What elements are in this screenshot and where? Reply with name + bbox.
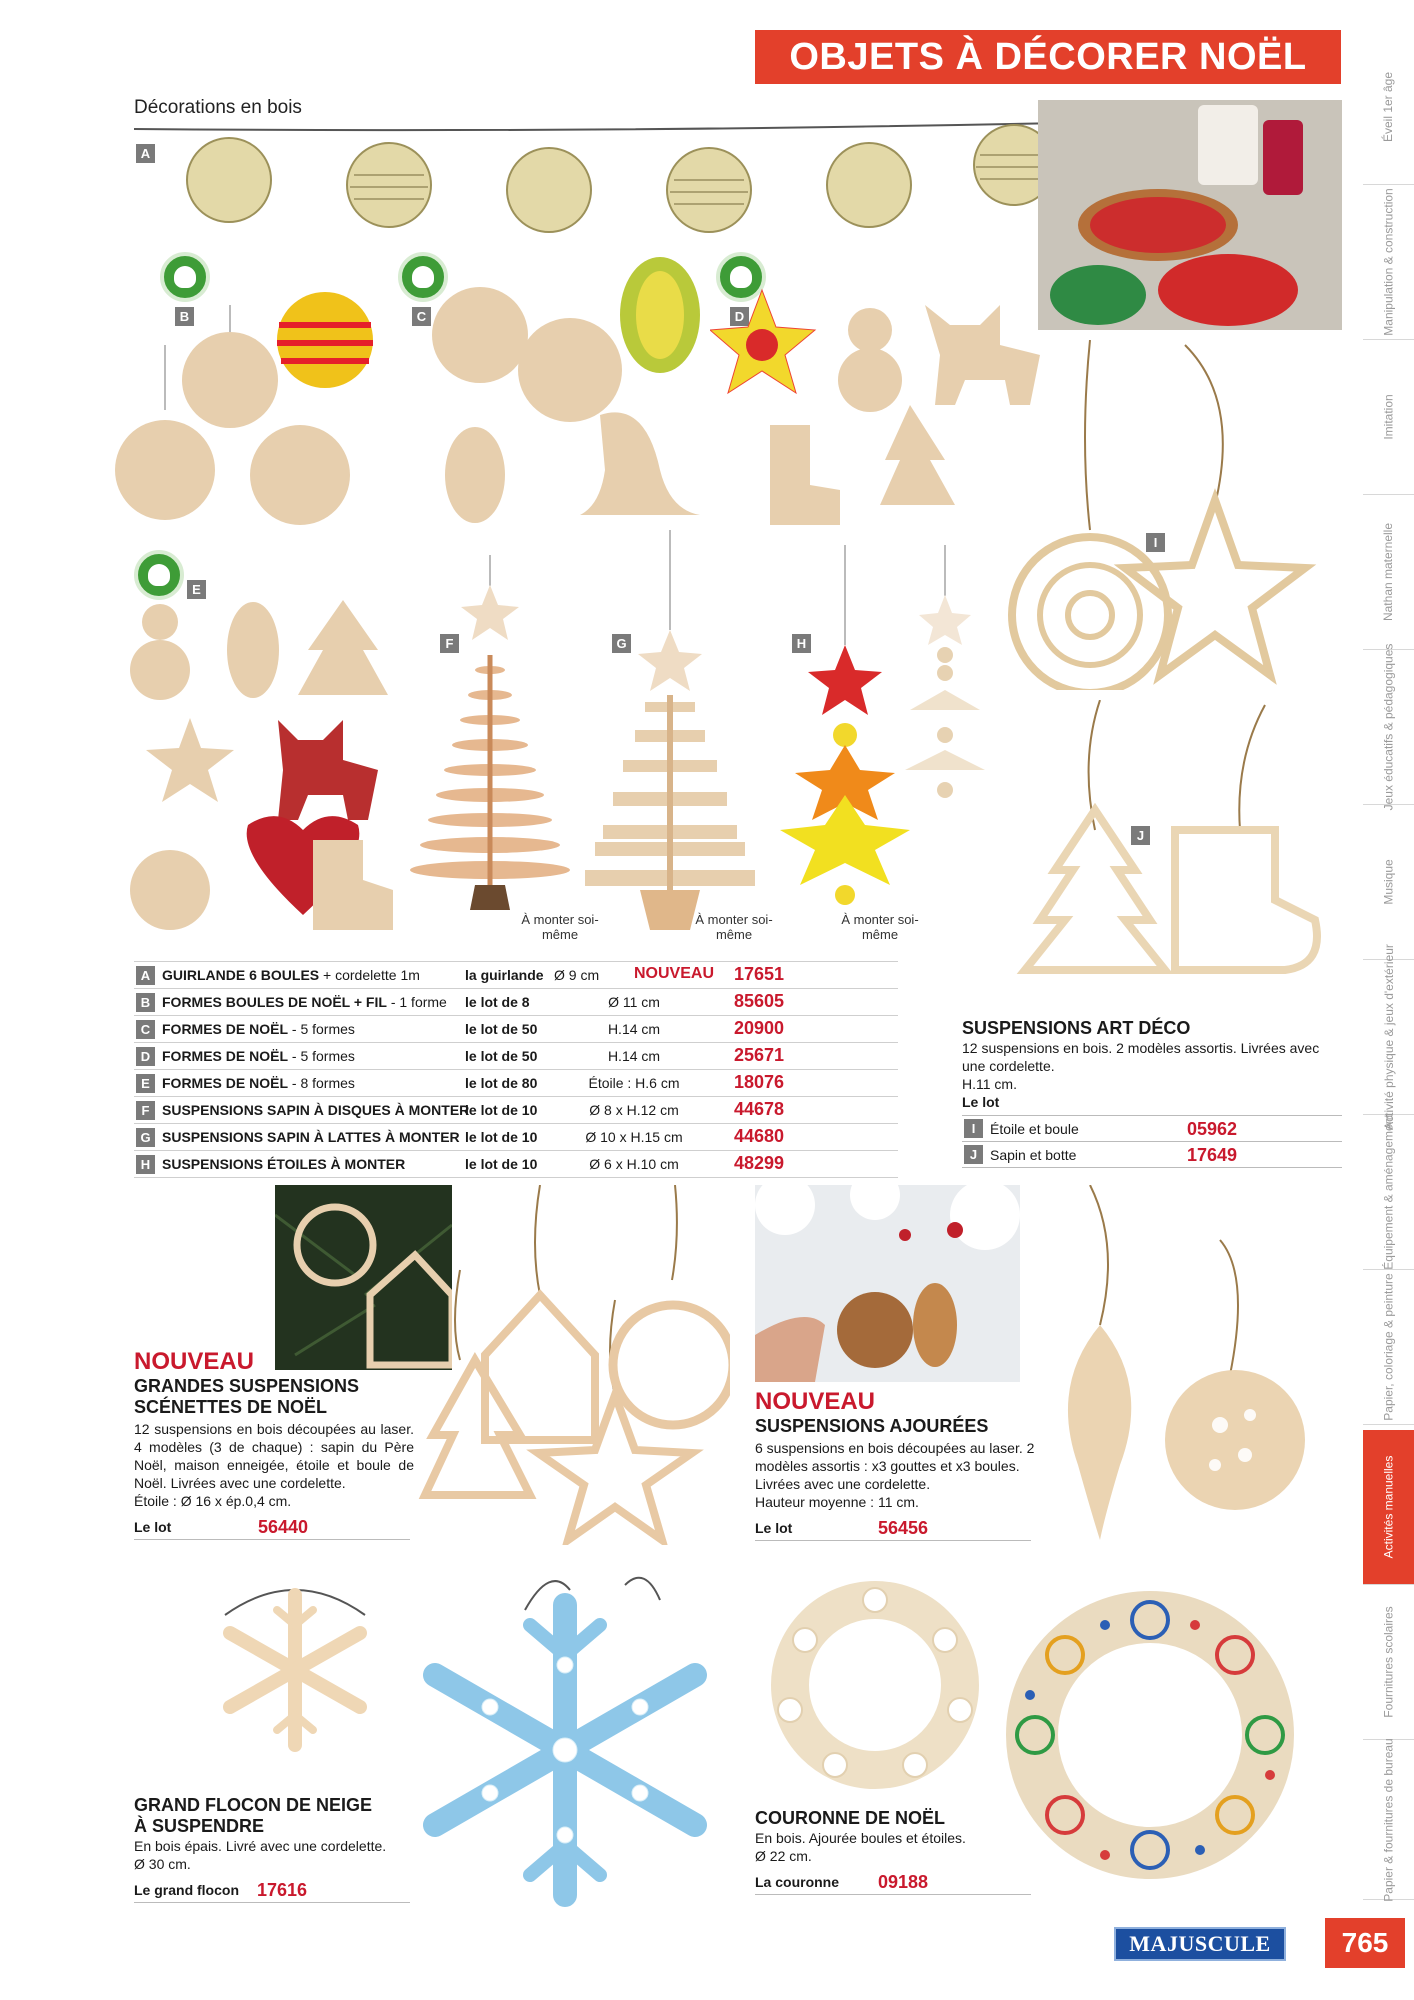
tab-equipement[interactable] (1363, 1115, 1414, 1270)
product-dimension: Étoile : H.6 cm (588, 1075, 680, 1091)
product-dimension: H.14 cm (607, 1021, 661, 1037)
flocon-block (134, 1795, 404, 1903)
couronne-lot (755, 1869, 1031, 1895)
list-item (962, 1142, 1342, 1168)
section-title: Décorations en bois (134, 97, 302, 118)
formes-noel-d-image (710, 285, 1050, 545)
tab-label: Activités manuelles (1381, 1455, 1396, 1559)
table-row (134, 1097, 898, 1124)
scenettes-size: Étoile : Ø 16 x ép.0,4 cm. (134, 1493, 292, 1509)
product-ref: 20900 (734, 1018, 785, 1038)
lot-label: La couronne (755, 1874, 840, 1890)
ajourees-size: Hauteur moyenne : 11 cm. (755, 1494, 919, 1510)
product-ref: 17616 (257, 1880, 308, 1900)
tab-label: Papier, coloriage & peinture (1381, 1273, 1396, 1421)
product-ref: 17651 (734, 964, 785, 984)
tab-label: Nathan maternelle (1381, 522, 1396, 622)
lot-label: Le lot (755, 1520, 793, 1536)
list-item (962, 1116, 1342, 1142)
product-unit: le lot de 10 (465, 1156, 538, 1172)
flocon-lot (134, 1877, 410, 1903)
tab-label: Papier & fournitures de bureau (1381, 1737, 1396, 1902)
page-title: OBJETS À DÉCORER NOËL (755, 30, 1341, 84)
row-letter: B (136, 993, 155, 1012)
couronne-block (755, 1808, 1035, 1895)
option-label: Sapin et botte (990, 1147, 1077, 1163)
product-dimension: Ø 10 x H.15 cm (585, 1129, 683, 1145)
tab-label: Imitation (1381, 394, 1396, 440)
couronne-bois-image (755, 1570, 995, 1800)
tab-activites-manuelles[interactable] (1363, 1430, 1414, 1585)
tab-label: Fournitures scolaires (1381, 1606, 1396, 1718)
nouveau-badge: NOUVEAU (755, 1388, 876, 1415)
product-unit: le lot de 80 (465, 1075, 538, 1091)
label-e: E (187, 580, 206, 599)
couronne-size: Ø 22 cm. (755, 1848, 812, 1864)
product-dimension: Ø 9 cm (554, 967, 600, 983)
label-h: H (792, 634, 811, 653)
label-f: F (440, 634, 459, 653)
tab-imitation[interactable] (1363, 340, 1414, 495)
scenettes-title: SCÉNETTES DE NOËL (134, 1397, 328, 1417)
couronne-title: COURONNE DE NOËL (755, 1808, 946, 1828)
scenettes-lot (134, 1514, 410, 1540)
art-deco-title: SUSPENSIONS ART DÉCO (962, 1018, 1191, 1038)
ajourees-block (755, 1388, 1035, 1541)
product-name: FORMES DE NOËL - 5 formes (162, 1048, 355, 1064)
scenettes-image (410, 1185, 730, 1545)
tab-activite-physique[interactable] (1363, 944, 1414, 1130)
option-ref: 17649 (1187, 1145, 1238, 1165)
flocon-title: GRAND FLOCON DE NEIGE (134, 1795, 373, 1815)
product-name: SUSPENSIONS SAPIN À LATTES À MONTER (162, 1129, 460, 1145)
nouveau-badge: NOUVEAU (134, 1348, 255, 1375)
label-g: G (612, 634, 631, 653)
tab-label: Jeux éducatifs & pédagogiques (1381, 643, 1396, 811)
couronne-desc: En bois. Ajourée boules et étoiles. (755, 1830, 966, 1846)
flocon-bois-image (195, 1565, 395, 1755)
monter-note-h: À monter soi-même (841, 912, 919, 942)
art-deco-block (962, 1018, 1342, 1168)
table-row (134, 1016, 898, 1043)
scenettes-title: GRANDES SUSPENSIONS (134, 1376, 360, 1396)
product-unit: la guirlande (465, 967, 544, 983)
art-deco-lot: Le lot (962, 1094, 1000, 1110)
product-name: GUIRLANDE 6 BOULES + cordelette 1m (162, 967, 420, 983)
ajourees-photo (755, 1185, 1020, 1382)
option-letter: I (964, 1119, 983, 1138)
tab-label: Activité physique & jeux d'extérieur (1381, 944, 1396, 1130)
table-row (134, 1124, 898, 1151)
art-deco-size: H.11 cm. (962, 1076, 1017, 1092)
tab-musique[interactable] (1363, 805, 1414, 960)
option-letter: J (964, 1145, 983, 1164)
row-letter: A (136, 966, 155, 985)
product-unit: le lot de 50 (465, 1021, 538, 1037)
ajourees-desc: 6 suspensions en bois découpées au laser. 2 modèles assortis : x3 gouttes et x3 boules. Livrées avec une cordelette. (755, 1440, 1035, 1492)
label-b: B (175, 307, 194, 326)
nouveau-badge: NOUVEAU (634, 965, 715, 982)
formes-noel-e-image (128, 600, 403, 940)
product-dimension: Ø 6 x H.10 cm (589, 1156, 679, 1172)
product-ref: 25671 (734, 1045, 785, 1065)
product-ref: 44678 (734, 1099, 785, 1119)
tab-jeux-educatifs[interactable] (1363, 643, 1414, 811)
product-dimension: H.14 cm (607, 1048, 661, 1064)
label-c: C (412, 307, 431, 326)
brand-logo: MAJUSCULE (1114, 1927, 1286, 1961)
product-name: SUSPENSIONS ÉTOILES À MONTER (162, 1156, 406, 1172)
product-ref: 56440 (258, 1517, 309, 1537)
boules-noel-image (115, 255, 375, 535)
scenettes-block (134, 1348, 414, 1540)
art-deco-i-image (1000, 340, 1320, 690)
products-table (134, 961, 898, 1178)
tab-nathan[interactable] (1363, 495, 1414, 650)
flocon-title: À SUSPENDRE (134, 1816, 265, 1836)
product-ref: 85605 (734, 991, 785, 1011)
label-j: J (1131, 826, 1150, 845)
tab-eveil[interactable] (1363, 30, 1414, 185)
table-row (134, 962, 898, 989)
couronne-peinte-image (1000, 1565, 1300, 1900)
table-row (134, 989, 898, 1016)
product-name: FORMES BOULES DE NOËL + FIL - 1 forme (162, 994, 447, 1010)
label-i: I (1146, 533, 1165, 552)
tab-label: Musique (1381, 859, 1396, 905)
product-name: FORMES DE NOËL - 5 formes (162, 1021, 355, 1037)
product-ref: 09188 (878, 1872, 929, 1892)
ajourees-image (1040, 1185, 1340, 1555)
product-dimension: Ø 8 x H.12 cm (589, 1102, 679, 1118)
flocon-bleu-image (405, 1565, 725, 1915)
page-number: 765 (1325, 1918, 1405, 1968)
product-name: SUSPENSIONS SAPIN À DISQUES À MONTER (162, 1102, 470, 1118)
product-unit: le lot de 50 (465, 1048, 538, 1064)
sapin-lattes-image (575, 530, 775, 940)
tab-papier-coloriage[interactable] (1363, 1270, 1414, 1425)
tab-papier-bureau[interactable] (1363, 1737, 1414, 1902)
art-deco-desc: 12 suspensions en bois. 2 modèles assortis. Livrées avec une cordelette. (962, 1040, 1320, 1074)
suspensions-etoiles-image (780, 545, 990, 945)
monter-note-g: À monter soi-même (695, 912, 773, 942)
tab-manipulation[interactable] (1363, 185, 1414, 340)
eco-leaf-icon (134, 550, 184, 600)
row-letter: G (136, 1128, 155, 1147)
scenettes-desc: 12 suspensions en bois découpées au laser. 4 modèles (3 de chaque) : sapin du Père Noël, maison enneigée, étoile et boule de Noël. Livrées avec une cordelette. (134, 1421, 414, 1491)
label-d: D (730, 307, 749, 326)
table-row (134, 1070, 898, 1097)
monter-note-f: À monter soi-même (521, 912, 599, 942)
product-ref: 48299 (734, 1153, 785, 1173)
lot-label: Le grand flocon (134, 1882, 239, 1898)
product-ref: 44680 (734, 1126, 785, 1146)
flocon-size: Ø 30 cm. (134, 1856, 191, 1872)
side-tab-navigation (1363, 30, 1414, 1900)
sapin-disques-image (405, 555, 575, 935)
product-ref: 18076 (734, 1072, 785, 1092)
art-deco-j-image (1005, 700, 1325, 985)
row-letter: C (136, 1020, 155, 1039)
product-unit: le lot de 10 (465, 1102, 538, 1118)
option-label: Étoile et boule (990, 1121, 1079, 1137)
product-unit: le lot de 8 (465, 994, 530, 1010)
ajourees-title: SUSPENSIONS AJOURÉES (755, 1416, 989, 1436)
tab-label: Éveil 1er âge (1381, 71, 1396, 143)
table-row (134, 1151, 898, 1178)
lot-label: Le lot (134, 1519, 172, 1535)
ajourees-lot (755, 1515, 1031, 1541)
painting-photo (1038, 100, 1342, 330)
product-ref: 56456 (878, 1518, 929, 1538)
tab-fournitures-scolaires[interactable] (1363, 1585, 1414, 1740)
product-name: FORMES DE NOËL - 8 formes (162, 1075, 355, 1091)
garland-image (134, 115, 1058, 250)
label-a: A (136, 144, 155, 163)
table-row (134, 1043, 898, 1070)
formes-noel-c-image (430, 240, 720, 540)
flocon-desc: En bois épais. Livré avec une cordelette. (134, 1838, 387, 1854)
row-letter: E (136, 1074, 155, 1093)
row-letter: D (136, 1047, 155, 1066)
product-dimension: Ø 11 cm (608, 994, 660, 1010)
row-letter: H (136, 1155, 155, 1174)
row-letter: F (136, 1101, 155, 1120)
product-unit: le lot de 10 (465, 1129, 538, 1145)
tab-label: Équipement & aménagement (1381, 1114, 1396, 1270)
option-ref: 05962 (1187, 1119, 1238, 1139)
tab-label: Manipulation & construction (1381, 188, 1396, 336)
